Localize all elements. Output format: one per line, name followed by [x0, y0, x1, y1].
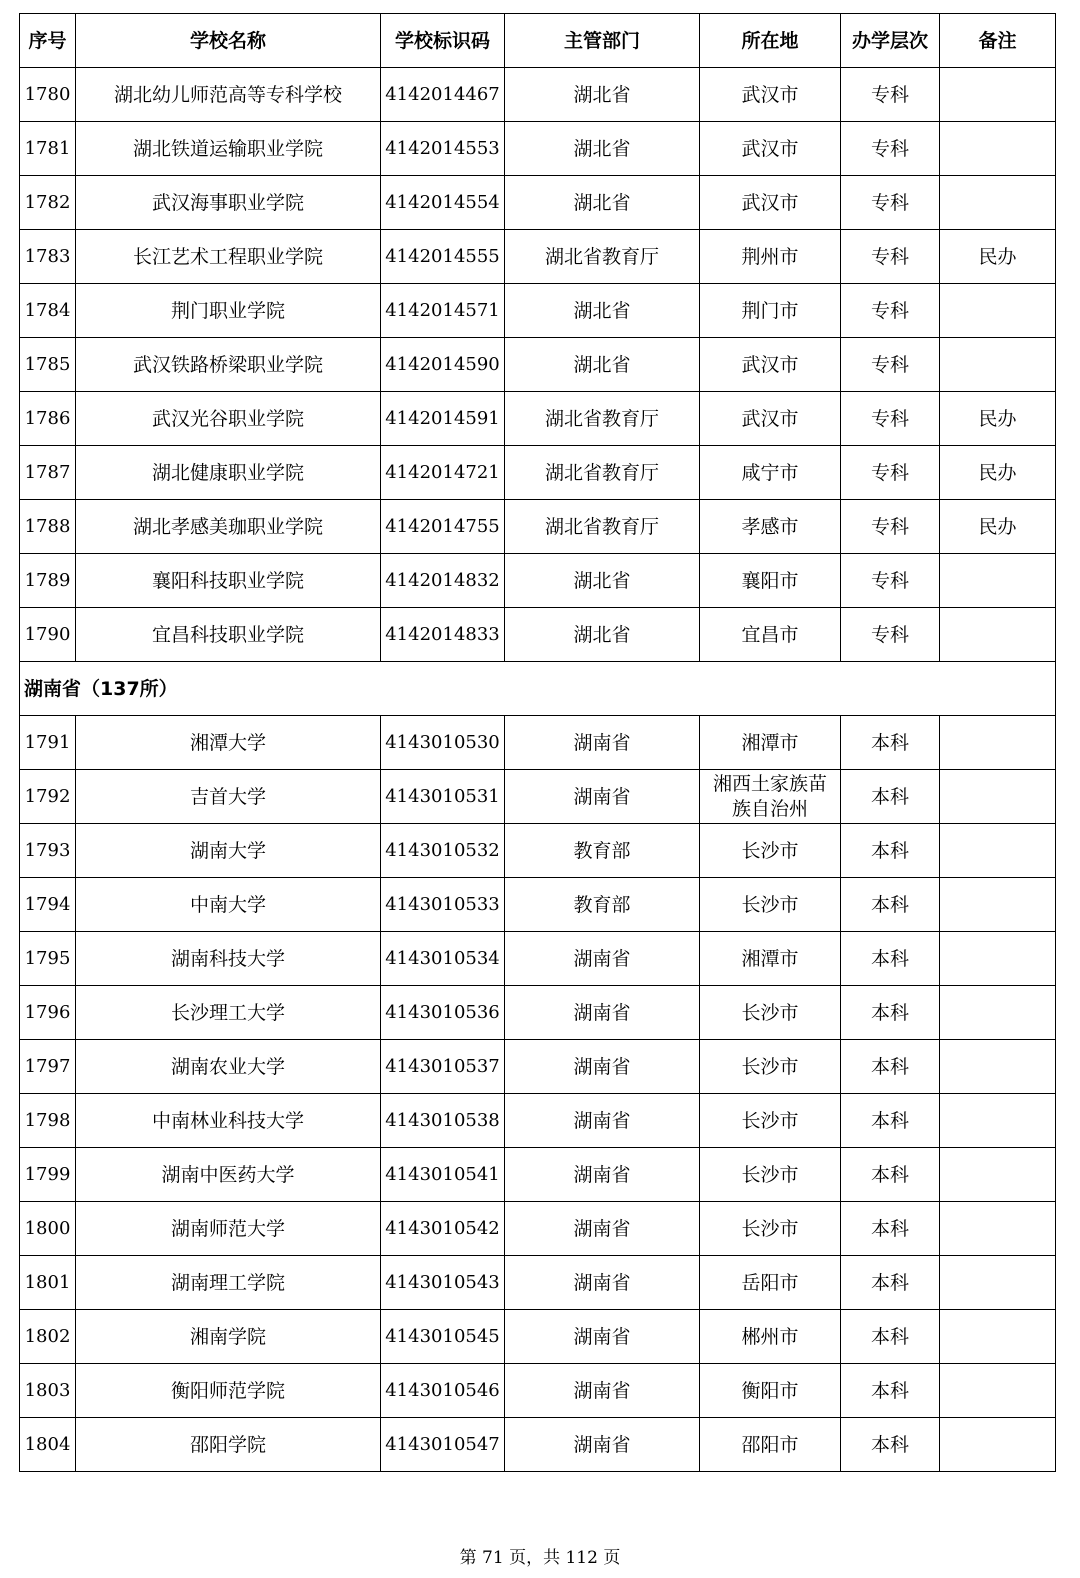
- cell-note: [940, 878, 1056, 932]
- table-row: [20, 1364, 1056, 1418]
- table-row: [20, 716, 1056, 770]
- cell-school-name: 邵阳学院: [76, 1418, 381, 1472]
- cell-index: 1786: [20, 392, 76, 446]
- cell-department: 湖北省教育厅: [505, 392, 700, 446]
- cell-level: 本科: [841, 932, 940, 986]
- cell-index: 1781: [20, 122, 76, 176]
- cell-department: 湖南省: [505, 1094, 700, 1148]
- hubei-rows: [20, 68, 1056, 662]
- cell-department: 湖北省: [505, 284, 700, 338]
- cell-note: [940, 338, 1056, 392]
- cell-school-name: 长沙理工大学: [76, 986, 381, 1040]
- header-level: 办学层次: [841, 14, 940, 68]
- cell-school-name: 吉首大学: [76, 770, 381, 824]
- cell-location: 孝感市: [700, 500, 841, 554]
- cell-location: 岳阳市: [700, 1256, 841, 1310]
- cell-index: 1797: [20, 1040, 76, 1094]
- table-row: [20, 1094, 1056, 1148]
- cell-school-name: 湖北孝感美珈职业学院: [76, 500, 381, 554]
- cell-location: 湘西土家族苗族自治州: [700, 770, 841, 824]
- table-row: [20, 1256, 1056, 1310]
- cell-location: 武汉市: [700, 338, 841, 392]
- cell-index: 1782: [20, 176, 76, 230]
- cell-index: 1787: [20, 446, 76, 500]
- cell-note: [940, 770, 1056, 824]
- section-row: [20, 662, 1056, 716]
- table-row: [20, 1148, 1056, 1202]
- cell-school-code: 4143010534: [381, 932, 505, 986]
- cell-note: [940, 824, 1056, 878]
- cell-school-name: 湖南科技大学: [76, 932, 381, 986]
- cell-index: 1794: [20, 878, 76, 932]
- cell-level: 本科: [841, 1040, 940, 1094]
- cell-department: 湖北省: [505, 176, 700, 230]
- cell-school-code: 4143010547: [381, 1418, 505, 1472]
- cell-school-name: 湖南农业大学: [76, 1040, 381, 1094]
- cell-school-code: 4143010532: [381, 824, 505, 878]
- cell-note: [940, 608, 1056, 662]
- cell-note: [940, 1418, 1056, 1472]
- cell-index: 1799: [20, 1148, 76, 1202]
- cell-department: 湖南省: [505, 1040, 700, 1094]
- table-row: [20, 338, 1056, 392]
- cell-location: 荆门市: [700, 284, 841, 338]
- cell-department: 湖南省: [505, 1310, 700, 1364]
- cell-location: 襄阳市: [700, 554, 841, 608]
- cell-level: 本科: [841, 1094, 940, 1148]
- cell-note: [940, 1310, 1056, 1364]
- cell-department: 湖北省: [505, 68, 700, 122]
- cell-school-name: 湖南理工学院: [76, 1256, 381, 1310]
- cell-school-code: 4143010546: [381, 1364, 505, 1418]
- cell-department: 湖南省: [505, 1418, 700, 1472]
- cell-note: 民办: [940, 392, 1056, 446]
- cell-note: [940, 716, 1056, 770]
- table-row: [20, 1310, 1056, 1364]
- cell-school-code: 4143010531: [381, 770, 505, 824]
- cell-location: 邵阳市: [700, 1418, 841, 1472]
- cell-index: 1795: [20, 932, 76, 986]
- cell-location: 湘潭市: [700, 716, 841, 770]
- cell-school-name: 武汉海事职业学院: [76, 176, 381, 230]
- cell-location: 武汉市: [700, 122, 841, 176]
- cell-note: [940, 986, 1056, 1040]
- page-footer: 第 71 页，共 112 页: [459, 1548, 621, 1568]
- header-department: 主管部门: [505, 14, 700, 68]
- cell-school-code: 4143010536: [381, 986, 505, 1040]
- cell-location: 荆州市: [700, 230, 841, 284]
- cell-school-name: 湖北铁道运输职业学院: [76, 122, 381, 176]
- cell-department: 湖南省: [505, 1148, 700, 1202]
- cell-school-name: 衡阳师范学院: [76, 1364, 381, 1418]
- cell-school-code: 4142014571: [381, 284, 505, 338]
- cell-note: [940, 1094, 1056, 1148]
- cell-note: 民办: [940, 230, 1056, 284]
- cell-department: 湖北省教育厅: [505, 446, 700, 500]
- table-row: [20, 824, 1056, 878]
- cell-department: 湖南省: [505, 932, 700, 986]
- cell-index: 1790: [20, 608, 76, 662]
- cell-school-name: 襄阳科技职业学院: [76, 554, 381, 608]
- cell-school-code: 4142014755: [381, 500, 505, 554]
- cell-index: 1803: [20, 1364, 76, 1418]
- cell-school-code: 4142014590: [381, 338, 505, 392]
- cell-note: 民办: [940, 446, 1056, 500]
- cell-level: 本科: [841, 1310, 940, 1364]
- cell-level: 专科: [841, 446, 940, 500]
- cell-index: 1800: [20, 1202, 76, 1256]
- cell-school-name: 湖南大学: [76, 824, 381, 878]
- cell-location: 长沙市: [700, 1202, 841, 1256]
- table-row: [20, 500, 1056, 554]
- cell-level: 专科: [841, 608, 940, 662]
- cell-note: [940, 1202, 1056, 1256]
- cell-index: 1791: [20, 716, 76, 770]
- header-note: 备注: [940, 14, 1056, 68]
- table-row: [20, 284, 1056, 338]
- table-row: [20, 122, 1056, 176]
- cell-level: 专科: [841, 122, 940, 176]
- header-school-code: 学校标识码: [381, 14, 505, 68]
- cell-level: 本科: [841, 986, 940, 1040]
- cell-school-code: 4143010538: [381, 1094, 505, 1148]
- cell-index: 1783: [20, 230, 76, 284]
- cell-department: 湖南省: [505, 716, 700, 770]
- cell-school-code: 4143010543: [381, 1256, 505, 1310]
- cell-location: 武汉市: [700, 392, 841, 446]
- cell-location: 湘潭市: [700, 932, 841, 986]
- cell-level: 专科: [841, 284, 940, 338]
- cell-department: 湖南省: [505, 1256, 700, 1310]
- cell-index: 1793: [20, 824, 76, 878]
- table-row: [20, 1040, 1056, 1094]
- cell-index: 1798: [20, 1094, 76, 1148]
- cell-index: 1780: [20, 68, 76, 122]
- cell-level: 专科: [841, 338, 940, 392]
- cell-department: 湖北省: [505, 554, 700, 608]
- cell-department: 湖北省: [505, 608, 700, 662]
- cell-location: 咸宁市: [700, 446, 841, 500]
- cell-note: [940, 1256, 1056, 1310]
- school-list-table: [19, 13, 1056, 1472]
- cell-school-name: 湘南学院: [76, 1310, 381, 1364]
- cell-school-code: 4143010533: [381, 878, 505, 932]
- cell-level: 本科: [841, 1202, 940, 1256]
- table-row: [20, 68, 1056, 122]
- cell-index: 1801: [20, 1256, 76, 1310]
- table-row: [20, 176, 1056, 230]
- cell-school-code: 4143010541: [381, 1148, 505, 1202]
- cell-location: 郴州市: [700, 1310, 841, 1364]
- cell-school-name: 武汉光谷职业学院: [76, 392, 381, 446]
- table-row: [20, 932, 1056, 986]
- cell-department: 湖北省教育厅: [505, 500, 700, 554]
- cell-note: [940, 1364, 1056, 1418]
- cell-level: 本科: [841, 1256, 940, 1310]
- cell-level: 专科: [841, 68, 940, 122]
- cell-school-code: 4142014467: [381, 68, 505, 122]
- cell-department: 湖南省: [505, 1202, 700, 1256]
- cell-school-name: 湖南师范大学: [76, 1202, 381, 1256]
- cell-school-name: 湖北健康职业学院: [76, 446, 381, 500]
- cell-school-name: 荆门职业学院: [76, 284, 381, 338]
- cell-index: 1792: [20, 770, 76, 824]
- table-header-row: [20, 14, 1056, 68]
- cell-department: 教育部: [505, 824, 700, 878]
- cell-department: 湖南省: [505, 1364, 700, 1418]
- header-location: 所在地: [700, 14, 841, 68]
- table-row: [20, 1418, 1056, 1472]
- table-row: [20, 608, 1056, 662]
- hunan-rows: [20, 716, 1056, 1472]
- cell-level: 专科: [841, 500, 940, 554]
- cell-school-name: 湘潭大学: [76, 716, 381, 770]
- cell-index: 1804: [20, 1418, 76, 1472]
- table-row: [20, 878, 1056, 932]
- cell-location: 武汉市: [700, 176, 841, 230]
- cell-school-name: 中南林业科技大学: [76, 1094, 381, 1148]
- section-title: 湖南省（137所）: [20, 662, 1056, 716]
- cell-department: 湖南省: [505, 770, 700, 824]
- cell-location: 长沙市: [700, 1148, 841, 1202]
- cell-school-name: 宜昌科技职业学院: [76, 608, 381, 662]
- cell-note: [940, 68, 1056, 122]
- cell-school-name: 武汉铁路桥梁职业学院: [76, 338, 381, 392]
- cell-location: 长沙市: [700, 1094, 841, 1148]
- hunan-section: [20, 662, 1056, 716]
- cell-level: 本科: [841, 878, 940, 932]
- cell-school-code: 4143010530: [381, 716, 505, 770]
- cell-location: 衡阳市: [700, 1364, 841, 1418]
- header-school-name: 学校名称: [76, 14, 381, 68]
- cell-note: [940, 1148, 1056, 1202]
- cell-school-name: 长江艺术工程职业学院: [76, 230, 381, 284]
- cell-level: 本科: [841, 824, 940, 878]
- cell-level: 专科: [841, 230, 940, 284]
- cell-school-code: 4142014553: [381, 122, 505, 176]
- cell-level: 本科: [841, 716, 940, 770]
- header-index: 序号: [20, 14, 76, 68]
- cell-note: 民办: [940, 500, 1056, 554]
- cell-level: 本科: [841, 1418, 940, 1472]
- cell-school-code: 4142014555: [381, 230, 505, 284]
- cell-level: 专科: [841, 176, 940, 230]
- cell-location: 长沙市: [700, 824, 841, 878]
- cell-level: 本科: [841, 1364, 940, 1418]
- cell-location: 宜昌市: [700, 608, 841, 662]
- cell-index: 1785: [20, 338, 76, 392]
- cell-location: 武汉市: [700, 68, 841, 122]
- cell-level: 本科: [841, 1148, 940, 1202]
- cell-school-name: 湖南中医药大学: [76, 1148, 381, 1202]
- cell-department: 湖南省: [505, 986, 700, 1040]
- cell-school-code: 4142014721: [381, 446, 505, 500]
- cell-index: 1788: [20, 500, 76, 554]
- table-row: [20, 230, 1056, 284]
- cell-department: 湖北省: [505, 122, 700, 176]
- cell-note: [940, 176, 1056, 230]
- cell-school-code: 4143010537: [381, 1040, 505, 1094]
- cell-note: [940, 932, 1056, 986]
- cell-school-name: 湖北幼儿师范高等专科学校: [76, 68, 381, 122]
- cell-index: 1796: [20, 986, 76, 1040]
- cell-school-code: 4143010542: [381, 1202, 505, 1256]
- cell-note: [940, 1040, 1056, 1094]
- cell-index: 1789: [20, 554, 76, 608]
- cell-location: 长沙市: [700, 986, 841, 1040]
- cell-note: [940, 554, 1056, 608]
- cell-note: [940, 284, 1056, 338]
- cell-note: [940, 122, 1056, 176]
- table-row: [20, 392, 1056, 446]
- table-row: [20, 446, 1056, 500]
- cell-department: 教育部: [505, 878, 700, 932]
- cell-school-code: 4142014833: [381, 608, 505, 662]
- cell-location: 长沙市: [700, 878, 841, 932]
- table-row: [20, 986, 1056, 1040]
- cell-department: 湖北省教育厅: [505, 230, 700, 284]
- cell-location: 长沙市: [700, 1040, 841, 1094]
- cell-level: 本科: [841, 770, 940, 824]
- cell-department: 湖北省: [505, 338, 700, 392]
- cell-school-code: 4142014591: [381, 392, 505, 446]
- table-row: [20, 1202, 1056, 1256]
- cell-level: 专科: [841, 392, 940, 446]
- cell-index: 1784: [20, 284, 76, 338]
- cell-school-code: 4142014832: [381, 554, 505, 608]
- cell-school-code: 4142014554: [381, 176, 505, 230]
- table-row: [20, 770, 1056, 824]
- cell-school-name: 中南大学: [76, 878, 381, 932]
- cell-index: 1802: [20, 1310, 76, 1364]
- table-row: [20, 554, 1056, 608]
- cell-level: 专科: [841, 554, 940, 608]
- cell-school-code: 4143010545: [381, 1310, 505, 1364]
